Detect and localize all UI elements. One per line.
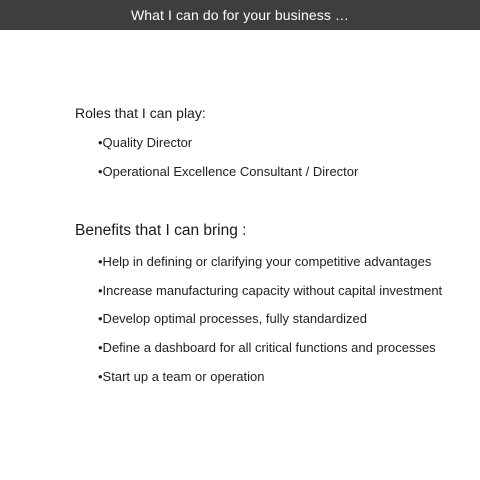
roles-heading: Roles that I can play: [75, 105, 206, 121]
roles-list-item: •Operational Excellence Consultant / Director [98, 164, 359, 179]
roles-list-item: •Quality Director [98, 135, 193, 150]
benefits-list-item: •Define a dashboard for all critical functions and processes [98, 340, 436, 355]
benefits-list-item: •Start up a team or operation [98, 369, 265, 384]
slide-header [0, 0, 480, 30]
benefits-list-item: •Increase manufacturing capacity without capital investment [98, 283, 443, 298]
benefits-list-item: •Help in defining or clarifying your competitive advantages [98, 254, 432, 269]
benefits-heading: Benefits that I can bring : [75, 222, 247, 239]
slide-title: What I can do for your business … [130, 7, 350, 23]
benefits-list-item: •Develop optimal processes, fully standardized [98, 311, 368, 326]
